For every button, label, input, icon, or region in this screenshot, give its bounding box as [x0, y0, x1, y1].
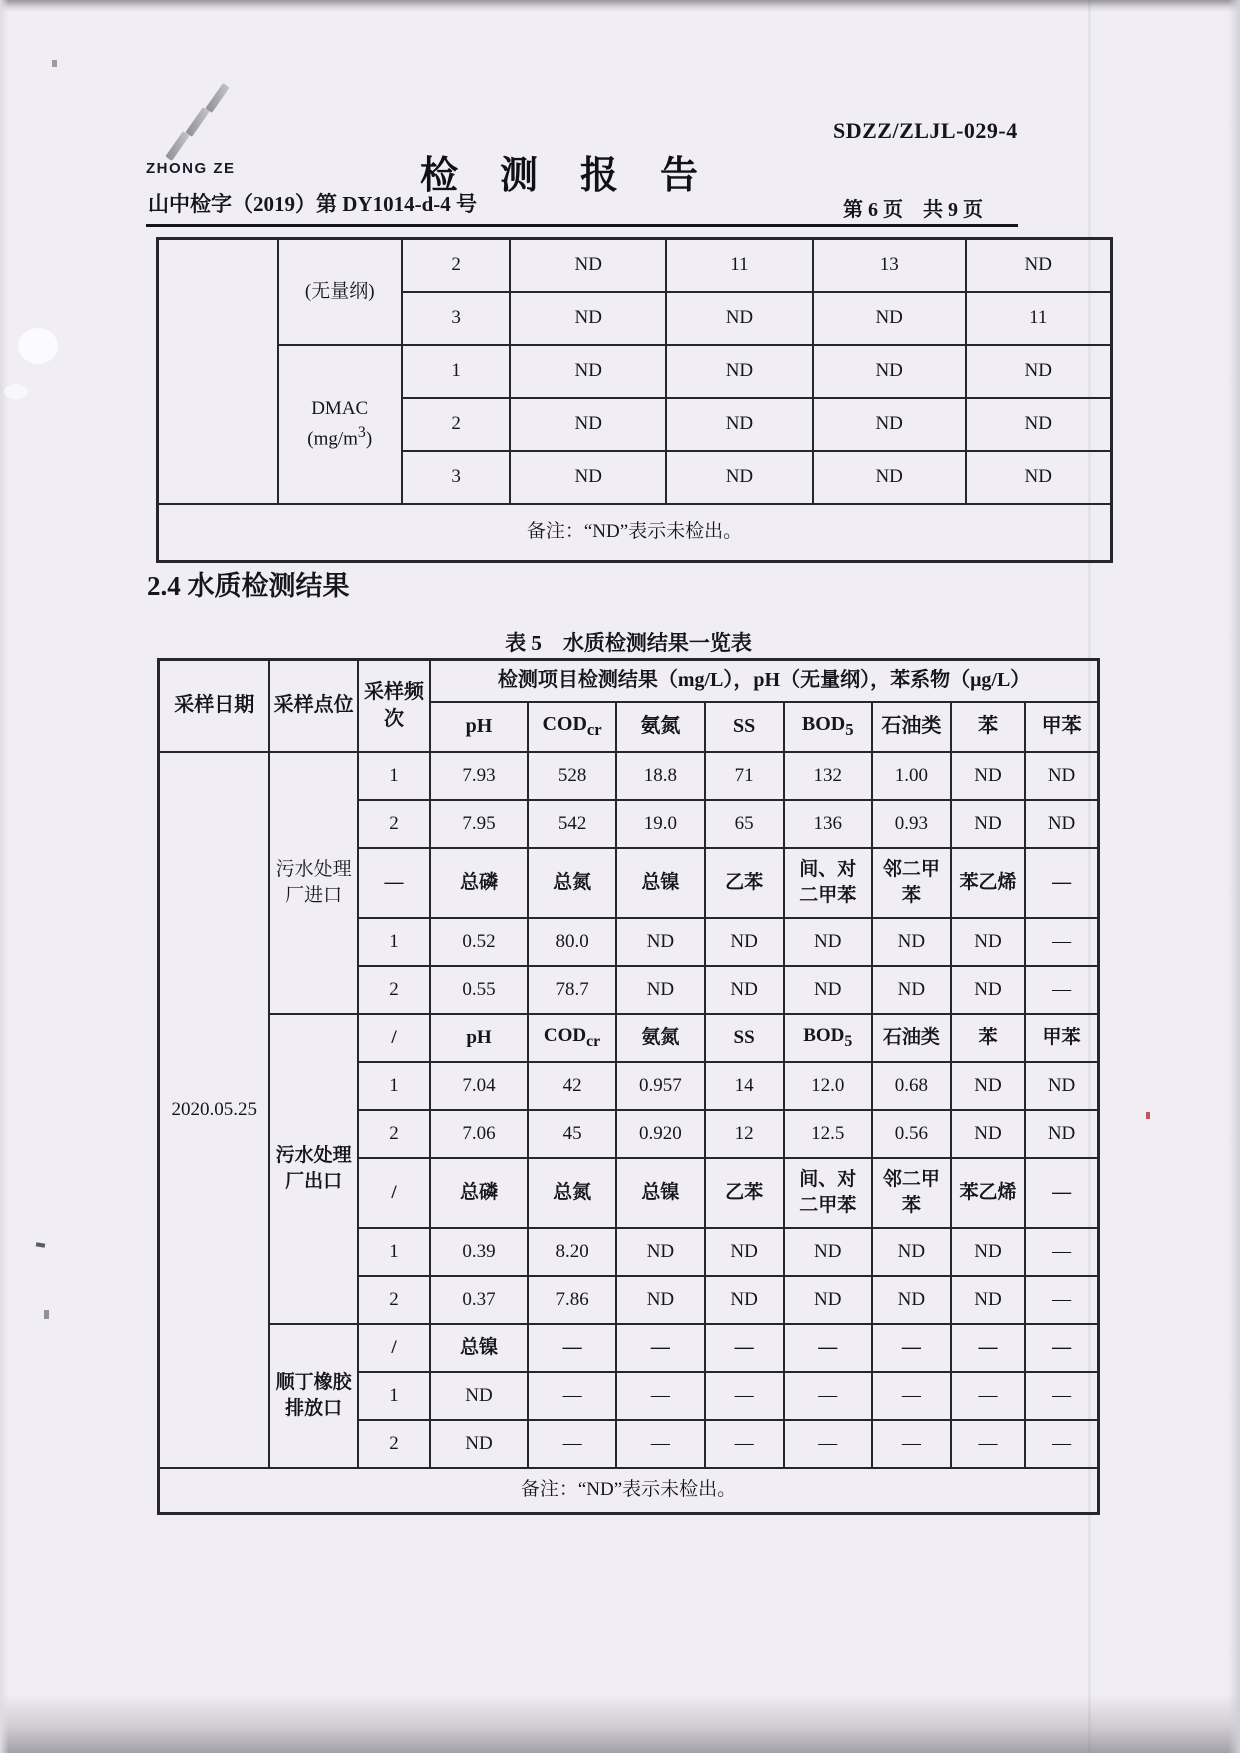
value-cell: —	[784, 1372, 872, 1420]
col-header-param: $COD_{cr}$	[528, 702, 616, 752]
scan-edge-right	[1228, 0, 1240, 1753]
section-heading: 2.4 水质检测结果	[147, 571, 350, 601]
header-row	[159, 660, 1099, 702]
value-cell: 间、对 二甲苯	[784, 848, 872, 918]
value-cell: ND	[510, 239, 666, 292]
value-cell: 542	[528, 800, 616, 848]
scan-edge-bottom	[0, 1694, 1240, 1753]
frequency-cell: /	[358, 1014, 430, 1062]
col-header-param: 石油类	[872, 702, 951, 752]
value-cell: ND	[616, 1228, 704, 1276]
frequency-cell: 2	[358, 1110, 430, 1158]
value-cell: 0.56	[872, 1110, 951, 1158]
value-cell: —	[784, 1324, 872, 1372]
logo-text: ZHONG ZE	[146, 160, 236, 177]
frequency-cell: 2	[358, 1276, 430, 1324]
value-cell: 132	[784, 752, 872, 800]
frequency-cell: 3	[402, 451, 511, 504]
value-cell: 苯乙烯	[951, 848, 1025, 918]
scan-artifact	[52, 60, 57, 67]
value-cell: ND	[872, 1228, 951, 1276]
value-cell: 45	[528, 1110, 616, 1158]
value-cell: ND	[430, 1372, 528, 1420]
value-cell: $COD_{cr}$	[528, 1014, 616, 1062]
value-cell: ND	[813, 451, 966, 504]
frequency-cell: 1	[358, 1372, 430, 1420]
frequency-cell: 3	[402, 292, 511, 345]
value-cell: ND	[951, 1228, 1025, 1276]
value-cell: —	[705, 1372, 784, 1420]
value-cell: —	[616, 1324, 704, 1372]
value-cell: ND	[951, 1062, 1025, 1110]
value-cell: 11	[666, 239, 813, 292]
value-cell: 总镍	[616, 1158, 704, 1228]
frequency-cell: —	[358, 848, 430, 918]
value-cell: 总氮	[528, 848, 616, 918]
frequency-cell: 1	[402, 345, 511, 398]
col-header-param: 氨氮	[616, 702, 704, 752]
value-cell: —	[1025, 966, 1098, 1014]
page-number: 第 6 页 共 9 页	[843, 199, 983, 221]
value-cell: 8.20	[528, 1228, 616, 1276]
frequency-cell: /	[358, 1158, 430, 1228]
frequency-cell: 2	[358, 966, 430, 1014]
value-cell: ND	[951, 966, 1025, 1014]
sampling-site-cell: 顺丁橡胶排放口	[269, 1324, 357, 1468]
value-cell: —	[1025, 918, 1098, 966]
value-cell: 0.68	[872, 1062, 951, 1110]
sampling-site-cell: 污水处理厂出口	[269, 1014, 357, 1324]
value-cell: ND	[430, 1420, 528, 1468]
value-cell: 0.52	[430, 918, 528, 966]
value-cell: 13	[813, 239, 966, 292]
table-note: 备注：“ND”表示未检出。	[159, 1468, 1099, 1514]
frequency-cell: 1	[358, 1062, 430, 1110]
value-cell: 18.8	[616, 752, 704, 800]
value-cell: ND	[951, 800, 1025, 848]
table-row	[159, 1324, 1099, 1372]
value-cell: 78.7	[528, 966, 616, 1014]
table-row	[159, 752, 1099, 800]
value-cell: 12.5	[784, 1110, 872, 1158]
value-cell: —	[1025, 1276, 1098, 1324]
value-cell: —	[1025, 1324, 1098, 1372]
value-cell: ND	[1025, 752, 1098, 800]
sampling-date-cell: 2020.05.25	[159, 752, 270, 1468]
table-row	[159, 1014, 1099, 1062]
value-cell: —	[872, 1324, 951, 1372]
value-cell: ND	[666, 398, 813, 451]
scan-artifact	[1146, 1112, 1150, 1119]
value-cell: 12.0	[784, 1062, 872, 1110]
value-cell: 7.04	[430, 1062, 528, 1110]
value-cell: 0.93	[872, 800, 951, 848]
value-cell: pH	[430, 1014, 528, 1062]
value-cell: ND	[616, 918, 704, 966]
value-cell: 0.37	[430, 1276, 528, 1324]
header-divider	[146, 224, 1018, 227]
report-number: 山中检字（2019）第 DY1014-d-4 号	[148, 192, 477, 216]
value-cell: 0.55	[430, 966, 528, 1014]
value-cell: ND	[510, 451, 666, 504]
frequency-cell: 2	[402, 398, 511, 451]
value-cell: ND	[872, 1276, 951, 1324]
value-cell: ND	[784, 966, 872, 1014]
value-cell: 苯乙烯	[951, 1158, 1025, 1228]
value-cell: 7.93	[430, 752, 528, 800]
scan-artifact	[36, 1242, 46, 1248]
col-header-param: SS	[705, 702, 784, 752]
value-cell: 14	[705, 1062, 784, 1110]
value-cell: 528	[528, 752, 616, 800]
value-cell: ND	[966, 451, 1112, 504]
value-cell: 80.0	[528, 918, 616, 966]
frequency-cell: 2	[358, 800, 430, 848]
value-cell: ND	[1025, 1062, 1098, 1110]
value-cell: 7.86	[528, 1276, 616, 1324]
value-cell: ND	[510, 398, 666, 451]
value-cell: 71	[705, 752, 784, 800]
value-cell: —	[951, 1372, 1025, 1420]
col-header-param: 甲苯	[1025, 702, 1098, 752]
logo-stripe-icon	[205, 83, 229, 113]
value-cell: —	[616, 1420, 704, 1468]
value-cell: $BOD_5$	[784, 1014, 872, 1062]
value-cell: ND	[951, 1276, 1025, 1324]
value-cell: 石油类	[872, 1014, 951, 1062]
report-title: 检 测 报 告	[419, 155, 700, 197]
value-cell: ND	[705, 1276, 784, 1324]
value-cell: 总镍	[616, 848, 704, 918]
value-cell: —	[951, 1324, 1025, 1372]
value-cell: ND	[951, 1110, 1025, 1158]
value-cell: ND	[872, 918, 951, 966]
logo-stripe-icon	[185, 107, 209, 137]
value-cell: 乙苯	[705, 848, 784, 918]
scan-edge-top	[0, 0, 1240, 12]
sampling-site-cell: 污水处理厂进口	[269, 752, 357, 1014]
value-cell: —	[528, 1372, 616, 1420]
value-cell: ND	[616, 966, 704, 1014]
value-cell: 总氮	[528, 1158, 616, 1228]
value-cell: 乙苯	[705, 1158, 784, 1228]
value-cell: —	[705, 1420, 784, 1468]
value-cell: ND	[966, 398, 1112, 451]
value-cell: —	[784, 1420, 872, 1468]
note-row	[159, 1468, 1099, 1514]
value-cell: 7.95	[430, 800, 528, 848]
frequency-cell: 2	[358, 1420, 430, 1468]
value-cell: 0.920	[616, 1110, 704, 1158]
table-note: 备注：“ND”表示未检出。	[158, 504, 1112, 562]
note-row	[158, 504, 1112, 562]
table-row	[158, 345, 1112, 398]
value-cell: —	[1025, 1420, 1098, 1468]
table5-title: 表 5 水质检测结果一览表	[505, 631, 752, 655]
value-cell: 甲苯	[1025, 1014, 1098, 1062]
frequency-cell: 2	[402, 239, 511, 292]
value-cell: ND	[813, 398, 966, 451]
carryover-cell	[158, 239, 278, 504]
value-cell: 11	[966, 292, 1112, 345]
value-cell: —	[872, 1420, 951, 1468]
value-cell: 65	[705, 800, 784, 848]
value-cell: 7.06	[430, 1110, 528, 1158]
value-cell: —	[1025, 1372, 1098, 1420]
value-cell: ND	[510, 292, 666, 345]
value-cell: SS	[705, 1014, 784, 1062]
value-cell: —	[705, 1324, 784, 1372]
value-cell: ND	[1025, 800, 1098, 848]
value-cell: ND	[1025, 1110, 1098, 1158]
value-cell: 总镍	[430, 1324, 528, 1372]
value-cell: ND	[666, 345, 813, 398]
value-cell: 12	[705, 1110, 784, 1158]
col-header-param: 苯	[951, 702, 1025, 752]
value-cell: 总磷	[430, 1158, 528, 1228]
value-cell: ND	[666, 292, 813, 345]
col-header-site: 采样点位	[269, 660, 357, 752]
value-cell: ND	[951, 752, 1025, 800]
table-row	[158, 239, 1112, 292]
value-cell: 42	[528, 1062, 616, 1110]
value-cell: 邻二甲苯	[872, 1158, 951, 1228]
col-header-date: 采样日期	[159, 660, 270, 752]
value-cell: ND	[784, 1276, 872, 1324]
water-results-table	[157, 658, 1100, 1515]
value-cell: —	[1025, 848, 1098, 918]
value-cell: —	[872, 1372, 951, 1420]
value-cell: ND	[966, 345, 1112, 398]
col-header-freq: 采样频次	[358, 660, 430, 752]
value-cell: 19.0	[616, 800, 704, 848]
exhaust-results-table	[156, 237, 1113, 563]
value-cell: 邻二甲苯	[872, 848, 951, 918]
frequency-cell: 1	[358, 918, 430, 966]
value-cell: ND	[784, 1228, 872, 1276]
value-cell: ND	[813, 345, 966, 398]
frequency-cell: /	[358, 1324, 430, 1372]
value-cell: —	[1025, 1228, 1098, 1276]
value-cell: ND	[666, 451, 813, 504]
value-cell: 0.957	[616, 1062, 704, 1110]
parameter-cell: DMAC $(mg/m^3)$	[278, 345, 402, 504]
value-cell: —	[616, 1372, 704, 1420]
scan-artifact	[44, 1310, 49, 1319]
doc-code: SDZZ/ZLJL-029-4	[833, 118, 1018, 143]
value-cell: ND	[951, 918, 1025, 966]
value-cell: —	[951, 1420, 1025, 1468]
value-cell: ND	[813, 292, 966, 345]
value-cell: 苯	[951, 1014, 1025, 1062]
value-cell: 总磷	[430, 848, 528, 918]
value-cell: —	[1025, 1158, 1098, 1228]
frequency-cell: 1	[358, 1228, 430, 1276]
value-cell: ND	[705, 918, 784, 966]
value-cell: 136	[784, 800, 872, 848]
value-cell: 1.00	[872, 752, 951, 800]
scan-artifact	[18, 328, 58, 364]
parameter-cell: (无量纲)	[278, 239, 402, 345]
value-cell: ND	[705, 966, 784, 1014]
value-cell: —	[528, 1324, 616, 1372]
logo-stripe-icon	[165, 131, 189, 161]
value-cell: ND	[784, 918, 872, 966]
value-cell: ND	[705, 1228, 784, 1276]
frequency-cell: 1	[358, 752, 430, 800]
value-cell: 氨氮	[616, 1014, 704, 1062]
value-cell: 间、对 二甲苯	[784, 1158, 872, 1228]
col-header-param: $BOD_5$	[784, 702, 872, 752]
scan-edge-left	[0, 0, 9, 1753]
value-cell: 0.39	[430, 1228, 528, 1276]
value-cell: ND	[510, 345, 666, 398]
col-header-group: 检测项目检测结果（mg/L），pH（无量纲），苯系物（μg/L）	[430, 660, 1098, 702]
value-cell: ND	[966, 239, 1112, 292]
value-cell: ND	[872, 966, 951, 1014]
value-cell: ND	[616, 1276, 704, 1324]
value-cell: —	[528, 1420, 616, 1468]
scan-artifact	[4, 384, 28, 399]
col-header-param: pH	[430, 702, 528, 752]
